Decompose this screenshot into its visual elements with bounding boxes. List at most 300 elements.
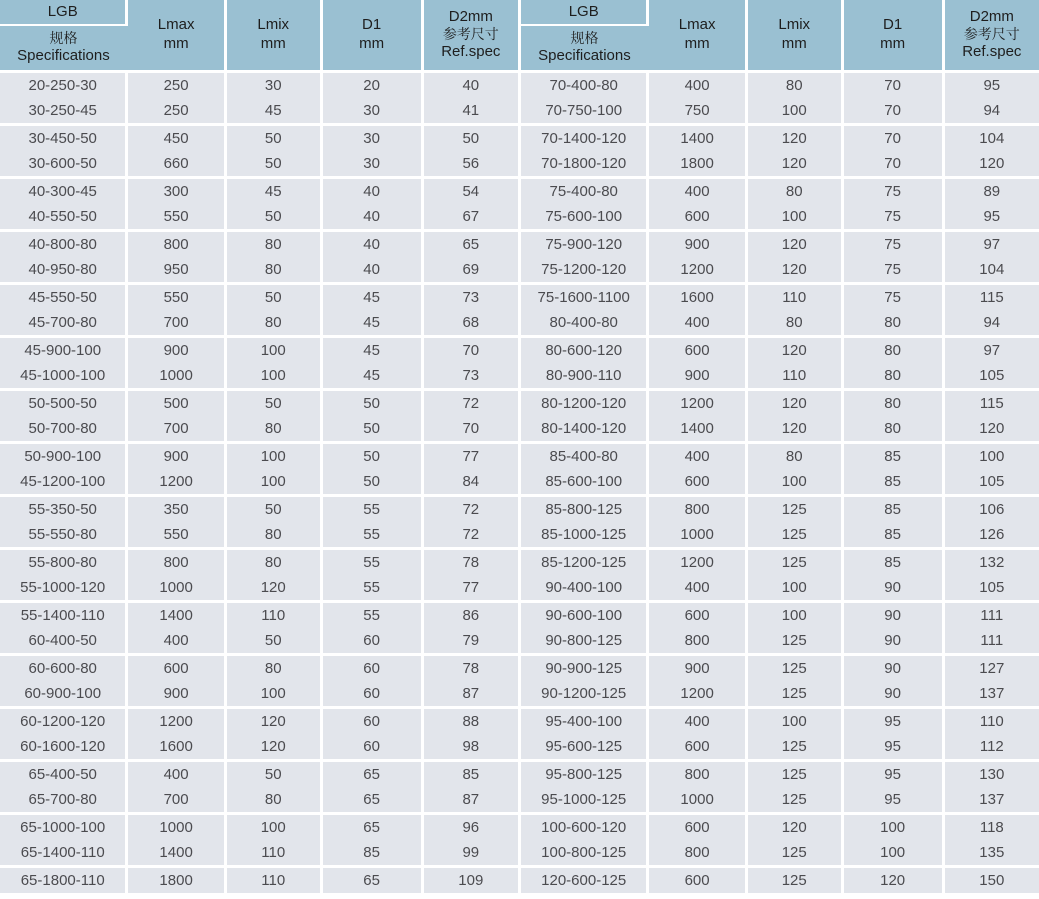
lmix-cell: 100 [746, 469, 842, 496]
table-row [521, 442, 1039, 469]
table-row [0, 787, 518, 814]
lmax-cell: 600 [127, 654, 225, 681]
spec-cell: 70-1400-120 [521, 124, 648, 151]
table-row [521, 681, 1039, 708]
d2-cell: 67 [422, 204, 518, 231]
d2-cell: 115 [943, 389, 1039, 416]
lmix-cell: 125 [746, 654, 842, 681]
lmax-cell: 1600 [648, 283, 746, 310]
table-body-right [521, 71, 1039, 894]
table-row [0, 813, 518, 840]
spec-cell: 90-1200-125 [521, 681, 648, 708]
lmix-cell: 125 [746, 734, 842, 761]
table-row [521, 257, 1039, 284]
d2-cell: 96 [422, 813, 518, 840]
lmix-cell: 120 [746, 813, 842, 840]
d2-cell: 97 [943, 230, 1039, 257]
d1-cell: 70 [842, 151, 943, 178]
d2-cell: 78 [422, 654, 518, 681]
lmax-cell: 900 [648, 654, 746, 681]
table-row [0, 575, 518, 602]
lmax-cell: 400 [648, 707, 746, 734]
table-row [521, 71, 1039, 98]
d2-cell: 84 [422, 469, 518, 496]
table-row [0, 416, 518, 443]
d2-cell: 112 [943, 734, 1039, 761]
d2-cell: 69 [422, 257, 518, 284]
lmax-cell: 800 [648, 840, 746, 867]
header-specifications: 规格 Specifications [521, 25, 648, 71]
spec-cell: 70-750-100 [521, 98, 648, 125]
lmax-cell: 600 [648, 336, 746, 363]
lmax-cell: 400 [648, 575, 746, 602]
spec-cell: 55-350-50 [0, 495, 127, 522]
table-row [0, 442, 518, 469]
d2-cell: 105 [943, 469, 1039, 496]
header-d1: D1 mm [842, 0, 943, 71]
d1-cell: 20 [321, 71, 422, 98]
lmix-cell: 80 [225, 787, 321, 814]
d1-cell: 80 [842, 336, 943, 363]
lmix-cell: 120 [746, 124, 842, 151]
lmax-cell: 1000 [127, 575, 225, 602]
lmax-cell: 1400 [127, 601, 225, 628]
d2-cell: 40 [422, 71, 518, 98]
d1-cell: 85 [321, 840, 422, 867]
spec-cell: 75-1200-120 [521, 257, 648, 284]
spec-cell: 85-400-80 [521, 442, 648, 469]
spec-cell: 90-600-100 [521, 601, 648, 628]
spec-cell: 55-1000-120 [0, 575, 127, 602]
d2-cell: 137 [943, 787, 1039, 814]
lmax-cell: 1400 [648, 124, 746, 151]
d1-cell: 80 [842, 389, 943, 416]
d1-cell: 80 [842, 363, 943, 390]
d1-cell: 55 [321, 522, 422, 549]
d2-cell: 86 [422, 601, 518, 628]
d1-cell: 85 [842, 442, 943, 469]
d1-cell: 30 [321, 98, 422, 125]
table-row [0, 283, 518, 310]
d2-cell: 87 [422, 681, 518, 708]
d2-cell: 132 [943, 548, 1039, 575]
header-lmax: Lmax mm [648, 0, 746, 71]
d1-cell: 55 [321, 495, 422, 522]
lmix-cell: 120 [746, 389, 842, 416]
lmix-cell: 100 [225, 363, 321, 390]
spec-cell: 80-900-110 [521, 363, 648, 390]
lmax-cell: 500 [127, 389, 225, 416]
d2-cell: 111 [943, 601, 1039, 628]
lmix-cell: 110 [746, 363, 842, 390]
table-row [0, 681, 518, 708]
d1-cell: 60 [321, 707, 422, 734]
spec-cell: 75-900-120 [521, 230, 648, 257]
d1-cell: 85 [842, 548, 943, 575]
d1-cell: 85 [842, 469, 943, 496]
lmix-cell: 120 [746, 416, 842, 443]
d2-cell: 120 [943, 416, 1039, 443]
lmax-cell: 1200 [127, 707, 225, 734]
spec-cell: 95-400-100 [521, 707, 648, 734]
lmax-cell: 800 [648, 495, 746, 522]
d2-cell: 70 [422, 416, 518, 443]
spec-cell: 55-1400-110 [0, 601, 127, 628]
lmix-cell: 100 [746, 98, 842, 125]
lmix-cell: 110 [225, 601, 321, 628]
lmix-cell: 50 [225, 151, 321, 178]
spec-cell: 40-950-80 [0, 257, 127, 284]
spec-cell: 60-1200-120 [0, 707, 127, 734]
d2-cell: 135 [943, 840, 1039, 867]
lmax-cell: 600 [648, 204, 746, 231]
header-lgb [521, 0, 648, 25]
lmax-cell: 400 [648, 71, 746, 98]
spec-cell: 50-700-80 [0, 416, 127, 443]
d2-cell: 72 [422, 495, 518, 522]
lmax-cell: 350 [127, 495, 225, 522]
table-row [521, 787, 1039, 814]
lmax-cell: 1200 [648, 681, 746, 708]
lmax-cell: 750 [648, 98, 746, 125]
header-lgb-label: LGB [47, 2, 78, 20]
lmix-cell: 45 [225, 177, 321, 204]
lmix-cell: 125 [746, 866, 842, 894]
lmax-cell: 700 [127, 310, 225, 337]
d2-cell: 99 [422, 840, 518, 867]
lmix-cell: 80 [225, 416, 321, 443]
lmax-cell: 600 [648, 813, 746, 840]
spec-cell: 55-800-80 [0, 548, 127, 575]
lmax-cell: 800 [127, 548, 225, 575]
lmix-cell: 45 [225, 98, 321, 125]
lmix-cell: 120 [746, 151, 842, 178]
d2-cell: 127 [943, 654, 1039, 681]
lmix-cell: 50 [225, 124, 321, 151]
d1-cell: 60 [321, 681, 422, 708]
lmix-cell: 110 [746, 283, 842, 310]
lmix-cell: 125 [746, 787, 842, 814]
lmax-cell: 1000 [127, 813, 225, 840]
spec-cell: 80-600-120 [521, 336, 648, 363]
lmix-cell: 110 [225, 866, 321, 894]
spec-cell: 60-1600-120 [0, 734, 127, 761]
lmix-cell: 80 [225, 310, 321, 337]
lmix-cell: 120 [225, 734, 321, 761]
table-row [521, 469, 1039, 496]
table-row [521, 98, 1039, 125]
lmax-cell: 1000 [648, 787, 746, 814]
spec-cell: 75-400-80 [521, 177, 648, 204]
d2-cell: 73 [422, 283, 518, 310]
header-lgb-label: LGB [568, 2, 599, 20]
d1-cell: 95 [842, 787, 943, 814]
spec-cell: 75-1600-1100 [521, 283, 648, 310]
lmax-cell: 450 [127, 124, 225, 151]
spec-cell: 120-600-125 [521, 866, 648, 894]
lmix-cell: 125 [746, 760, 842, 787]
lmax-cell: 800 [648, 628, 746, 655]
d1-cell: 75 [842, 230, 943, 257]
d1-cell: 55 [321, 548, 422, 575]
d2-cell: 110 [943, 707, 1039, 734]
d2-cell: 150 [943, 866, 1039, 894]
lmax-cell: 660 [127, 151, 225, 178]
spec-cell: 65-400-50 [0, 760, 127, 787]
table-row [0, 760, 518, 787]
lmax-cell: 550 [127, 522, 225, 549]
d2-cell: 105 [943, 363, 1039, 390]
d1-cell: 70 [842, 71, 943, 98]
d2-cell: 118 [943, 813, 1039, 840]
d1-cell: 95 [842, 760, 943, 787]
lmix-cell: 80 [746, 310, 842, 337]
lmix-cell: 120 [746, 336, 842, 363]
spec-cell: 70-400-80 [521, 71, 648, 98]
d1-cell: 120 [842, 866, 943, 894]
spec-cell: 90-900-125 [521, 654, 648, 681]
lmix-cell: 80 [225, 257, 321, 284]
d2-cell: 70 [422, 336, 518, 363]
spec-cell: 30-600-50 [0, 151, 127, 178]
spec-cell: 85-800-125 [521, 495, 648, 522]
d2-cell: 137 [943, 681, 1039, 708]
lmax-cell: 600 [648, 734, 746, 761]
spec-cell: 50-500-50 [0, 389, 127, 416]
lmax-cell: 1400 [648, 416, 746, 443]
d1-cell: 80 [842, 310, 943, 337]
lmix-cell: 100 [746, 575, 842, 602]
d1-cell: 40 [321, 177, 422, 204]
table-row [521, 707, 1039, 734]
d1-cell: 55 [321, 601, 422, 628]
d2-cell: 130 [943, 760, 1039, 787]
table-row [0, 522, 518, 549]
d2-cell: 73 [422, 363, 518, 390]
table-row [0, 840, 518, 867]
table-row [521, 522, 1039, 549]
lmix-cell: 110 [225, 840, 321, 867]
spec-cell: 45-900-100 [0, 336, 127, 363]
d1-cell: 60 [321, 654, 422, 681]
table-row [521, 548, 1039, 575]
table-row [521, 124, 1039, 151]
lmix-cell: 120 [746, 257, 842, 284]
table-row [521, 363, 1039, 390]
d2-cell: 111 [943, 628, 1039, 655]
lmix-cell: 80 [225, 230, 321, 257]
d1-cell: 45 [321, 363, 422, 390]
lmix-cell: 120 [225, 575, 321, 602]
table-row [521, 654, 1039, 681]
spec-cell: 60-600-80 [0, 654, 127, 681]
d2-cell: 106 [943, 495, 1039, 522]
lmax-cell: 700 [127, 416, 225, 443]
spec-cell: 90-400-100 [521, 575, 648, 602]
d1-cell: 90 [842, 654, 943, 681]
spec-cell: 55-550-80 [0, 522, 127, 549]
spec-cell: 65-700-80 [0, 787, 127, 814]
spec-cell: 45-1000-100 [0, 363, 127, 390]
table-row [0, 151, 518, 178]
d2-cell: 77 [422, 575, 518, 602]
d1-cell: 60 [321, 734, 422, 761]
spec-cell: 100-800-125 [521, 840, 648, 867]
spec-cell: 40-800-80 [0, 230, 127, 257]
lmax-cell: 550 [127, 283, 225, 310]
d2-cell: 104 [943, 124, 1039, 151]
spec-cell: 100-600-120 [521, 813, 648, 840]
d1-cell: 50 [321, 469, 422, 496]
d1-cell: 70 [842, 124, 943, 151]
lmix-cell: 120 [746, 230, 842, 257]
lmax-cell: 1000 [127, 363, 225, 390]
lmix-cell: 125 [746, 628, 842, 655]
lmix-cell: 125 [746, 681, 842, 708]
lmix-cell: 100 [225, 336, 321, 363]
spec-cell: 80-1400-120 [521, 416, 648, 443]
lmix-cell: 100 [746, 707, 842, 734]
table-row [521, 336, 1039, 363]
d2-cell: 94 [943, 310, 1039, 337]
spec-cell: 70-1800-120 [521, 151, 648, 178]
d2-cell: 89 [943, 177, 1039, 204]
table-row [0, 707, 518, 734]
lmax-cell: 400 [648, 442, 746, 469]
lmax-cell: 1000 [648, 522, 746, 549]
lmix-cell: 100 [225, 813, 321, 840]
lmax-cell: 1200 [648, 389, 746, 416]
spec-cell: 85-1200-125 [521, 548, 648, 575]
d1-cell: 90 [842, 628, 943, 655]
spec-table-right [521, 0, 1039, 896]
d2-cell: 72 [422, 522, 518, 549]
spec-cell: 45-1200-100 [0, 469, 127, 496]
lmax-cell: 300 [127, 177, 225, 204]
d1-cell: 95 [842, 734, 943, 761]
spec-cell: 60-900-100 [0, 681, 127, 708]
table-row [0, 628, 518, 655]
table-row [521, 389, 1039, 416]
lmax-cell: 1800 [127, 866, 225, 894]
lmax-cell: 400 [127, 628, 225, 655]
table-row [0, 654, 518, 681]
d1-cell: 85 [842, 495, 943, 522]
lmax-cell: 1200 [648, 257, 746, 284]
lmax-cell: 1400 [127, 840, 225, 867]
table-header [0, 0, 518, 71]
lmax-cell: 1800 [648, 151, 746, 178]
d1-cell: 95 [842, 707, 943, 734]
lmax-cell: 1200 [648, 548, 746, 575]
lmix-cell: 50 [225, 495, 321, 522]
spec-cell: 60-400-50 [0, 628, 127, 655]
header-specifications: 规格 Specifications [0, 25, 127, 71]
spec-cell: 75-600-100 [521, 204, 648, 231]
lmix-cell: 30 [225, 71, 321, 98]
d1-cell: 90 [842, 681, 943, 708]
header-lmix: Lmix mm [225, 0, 321, 71]
table-row [521, 495, 1039, 522]
table-row [521, 177, 1039, 204]
lmax-cell: 400 [648, 177, 746, 204]
d1-cell: 45 [321, 336, 422, 363]
d1-cell: 70 [842, 98, 943, 125]
lmix-cell: 50 [225, 760, 321, 787]
lmax-cell: 900 [648, 230, 746, 257]
d1-cell: 65 [321, 760, 422, 787]
d2-cell: 98 [422, 734, 518, 761]
lmix-cell: 100 [746, 204, 842, 231]
table-row [0, 204, 518, 231]
table-row [521, 813, 1039, 840]
lmax-cell: 950 [127, 257, 225, 284]
spec-cell: 95-800-125 [521, 760, 648, 787]
table-row [521, 416, 1039, 443]
d1-cell: 65 [321, 813, 422, 840]
table-row [521, 575, 1039, 602]
spec-cell: 30-450-50 [0, 124, 127, 151]
d1-cell: 75 [842, 283, 943, 310]
table-row [521, 151, 1039, 178]
lmix-cell: 100 [746, 601, 842, 628]
d1-cell: 45 [321, 283, 422, 310]
table-row [521, 204, 1039, 231]
d1-cell: 40 [321, 230, 422, 257]
table-row [521, 230, 1039, 257]
lmax-cell: 800 [127, 230, 225, 257]
spec-table-left [0, 0, 518, 896]
lmix-cell: 50 [225, 204, 321, 231]
table-header [521, 0, 1039, 71]
d1-cell: 50 [321, 442, 422, 469]
spec-cell: 80-400-80 [521, 310, 648, 337]
table-row [521, 840, 1039, 867]
table-row [0, 124, 518, 151]
lmix-cell: 50 [225, 389, 321, 416]
table-body-left [0, 71, 518, 894]
header-lgb [0, 0, 127, 25]
d2-cell: 78 [422, 548, 518, 575]
table-row [0, 469, 518, 496]
d2-cell: 95 [943, 71, 1039, 98]
lmix-cell: 80 [746, 442, 842, 469]
table-row [521, 760, 1039, 787]
lmix-cell: 100 [225, 469, 321, 496]
spec-cell: 65-1400-110 [0, 840, 127, 867]
table-row [521, 734, 1039, 761]
d2-cell: 100 [943, 442, 1039, 469]
lmix-cell: 50 [225, 628, 321, 655]
table-row [521, 628, 1039, 655]
table-row [0, 257, 518, 284]
table-row [0, 71, 518, 98]
lmix-cell: 80 [746, 177, 842, 204]
lmax-cell: 1200 [127, 469, 225, 496]
d1-cell: 90 [842, 601, 943, 628]
d1-cell: 50 [321, 416, 422, 443]
d1-cell: 50 [321, 389, 422, 416]
spec-cell: 95-1000-125 [521, 787, 648, 814]
lmax-cell: 250 [127, 71, 225, 98]
d2-cell: 54 [422, 177, 518, 204]
lmax-cell: 900 [127, 336, 225, 363]
lmax-cell: 900 [127, 442, 225, 469]
header-d2: D2mm 参考尺寸 Ref.spec [943, 0, 1039, 71]
d2-cell: 109 [422, 866, 518, 894]
lmix-cell: 125 [746, 840, 842, 867]
d1-cell: 45 [321, 310, 422, 337]
